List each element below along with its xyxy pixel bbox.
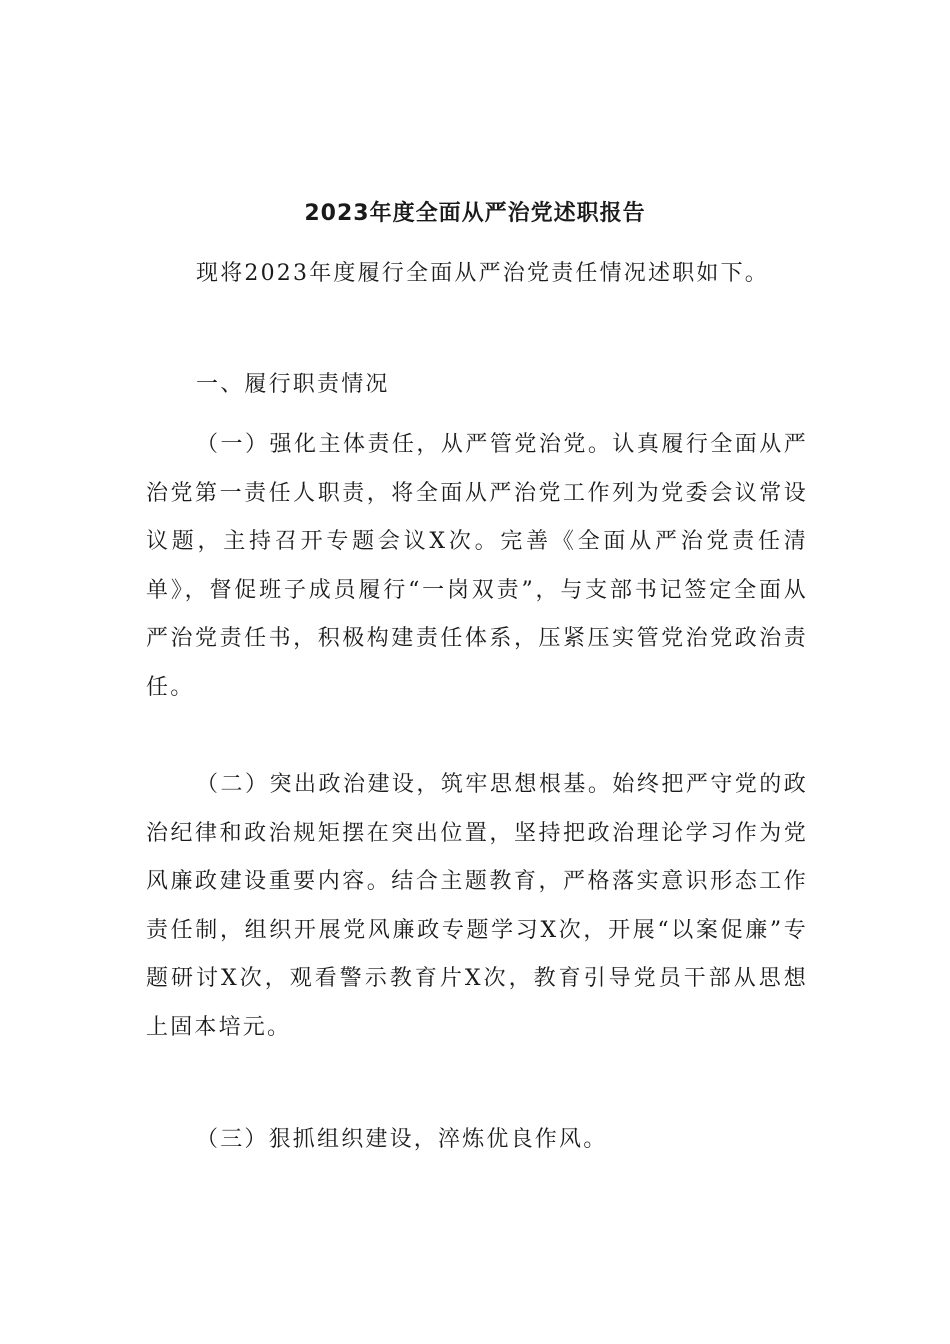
paragraph-organization-building: （三）狠抓组织建设，淬炼优良作风。 [196, 1127, 608, 1152]
intro-paragraph: 现将2023年度履行全面从严治党责任情况述职如下。 [196, 261, 769, 286]
document-title: 2023年度全面从严治党述职报告 [304, 201, 646, 226]
paragraph-responsibility: （一）强化主体责任，从严管党治党。认真履行全面从严治党第一责任人职责，将全面从严治党工作列为党委会议常设议题，主持召开专题会议X次。完善《全面从严治党责任清单》，督促班子成员履行“一岗双责”，与支部书记签定全面从严治党责任书，积极构建责任体系，压紧压实管党治党政治责任。 [146, 432, 808, 700]
paragraph-political-building: （二）突出政治建设，筑牢思想根基。始终把严守党的政治纪律和政治规矩摆在突出位置，坚持把政治理论学习作为党风廉政建设重要内容。结合主题教育，严格落实意识形态工作责任制，组织开展党风廉政专题学习X次，开展“以案促廉”专题研讨X次，观看警示教育片X次，教育引导党员干部从思想上固本培元。 [146, 772, 808, 1040]
section-heading: 一、履行职责情况 [196, 372, 390, 397]
